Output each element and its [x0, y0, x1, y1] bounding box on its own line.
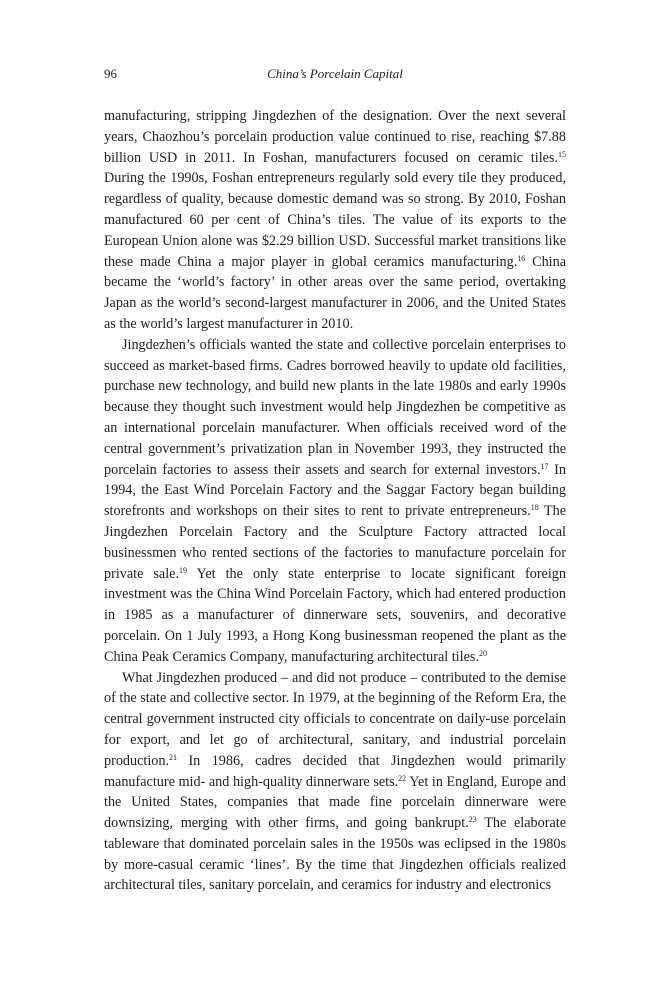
footnote-ref: 15	[558, 149, 566, 159]
text-segment: In 1994, the East Wind Porcelain Factory and the Saggar Factory began building storefronts and workshops on their sites to rent to private entrepreneurs.	[104, 461, 566, 520]
footnote-ref: 22	[398, 773, 407, 783]
text-segment: What Jingdezhen produced – and did not produce – contributed to the demise of the state and collective sector. In 1979, at the beginning of the Reform Era, the central government instructed city officials to concentrate on daily-use porcelain for export, and let go of architectural, sanitary, and industrial porcelain production.	[104, 669, 566, 769]
footnote-ref: 19	[179, 565, 188, 575]
text-segment: Yet in England, Europe and the United States, companies that made fine porcelain dinnerware were downsizing, merging with other firms, and going bankrupt.	[104, 773, 566, 832]
footnote-ref: 21	[169, 752, 178, 762]
text-segment: manufacturing, stripping Jingdezhen of the designation. Over the next several years, Chaozhou’s porcelain production value continued to rise, reaching $7.88 billion USD in 2011. In Foshan, manufacturers focused on ceramic tiles.	[104, 108, 566, 166]
text-segment: China became the ‘world’s factory’ in other areas over the same period, overtaking Japan as the world’s second-largest manufacturer in 2006, and the United States as the world’s largest manufacturer in 2010.	[104, 253, 567, 332]
page-number: 96	[104, 66, 117, 81]
footnote-ref: 18	[530, 503, 539, 513]
text-segment: Yet the only state enterprise to locate significant foreign investment was the China Wind Porcelain Factory, which had entered production in 1985 as a manufacturer of dinnerware sets, souvenirs, and decorative porcelain. On 1 July 1993, a Hong Kong businessman reopened the plant as the China Peak Ceramics Company, manufacturing architectural tiles.	[104, 565, 566, 665]
text-segment: Jingdezhen’s officials wanted the state and collective porcelain enterprises to succeed as market-based firms. Cadres borrowed heavily to update old facilities, purchase new technology, and build new plants in the late 1980s and early 1990s because they thought such investment would help Jingdezhen be competitive as an international porcelain manufacturer. When officials received word of the central government’s privatization plan in November 1993, they instructed the porcelain factories to assess their assets and search for external investors.	[104, 336, 566, 478]
text-segment: The elaborate tableware that dominated porcelain sales in the 1950s was eclipsed in the 1980s by more-casual ceramic ‘lines’. By the time that Jingdezhen officials realized architectural tiles, sanitary porcelain, and ceramics for industry and electronics	[104, 815, 566, 894]
footnote-ref: 20	[478, 648, 487, 658]
paragraph-2	[104, 335, 566, 668]
body-text	[104, 106, 566, 896]
paragraph-1	[104, 106, 566, 335]
paragraph-3	[104, 668, 566, 897]
text-segment: In 1986, cadres decided that Jingdezhen would primarily manufacture mid- and high-quality dinnerware sets.	[104, 752, 566, 790]
text-segment: The Jingdezhen Porcelain Factory and the Sculpture Factory attracted local businessmen who rented sections of the factories to manufacture porcelain for private sale.	[104, 503, 566, 582]
text-segment: During the 1990s, Foshan entrepreneurs regularly sold every tile they produced, regardless of quality, because domestic demand was so strong. By 2010, Foshan manufactured 60 per cent of China’s tiles. The value of its exports to the European Union alone was $2.29 billion USD. Successful market transitions like these made China a major player in global ceramics manufacturing.	[104, 170, 566, 270]
footnote-ref: 16	[517, 253, 526, 263]
footnote-ref: 23	[468, 815, 477, 825]
running-title: China’s Porcelain Capital	[267, 66, 403, 81]
footnote-ref: 17	[540, 461, 549, 471]
running-head	[104, 66, 566, 82]
